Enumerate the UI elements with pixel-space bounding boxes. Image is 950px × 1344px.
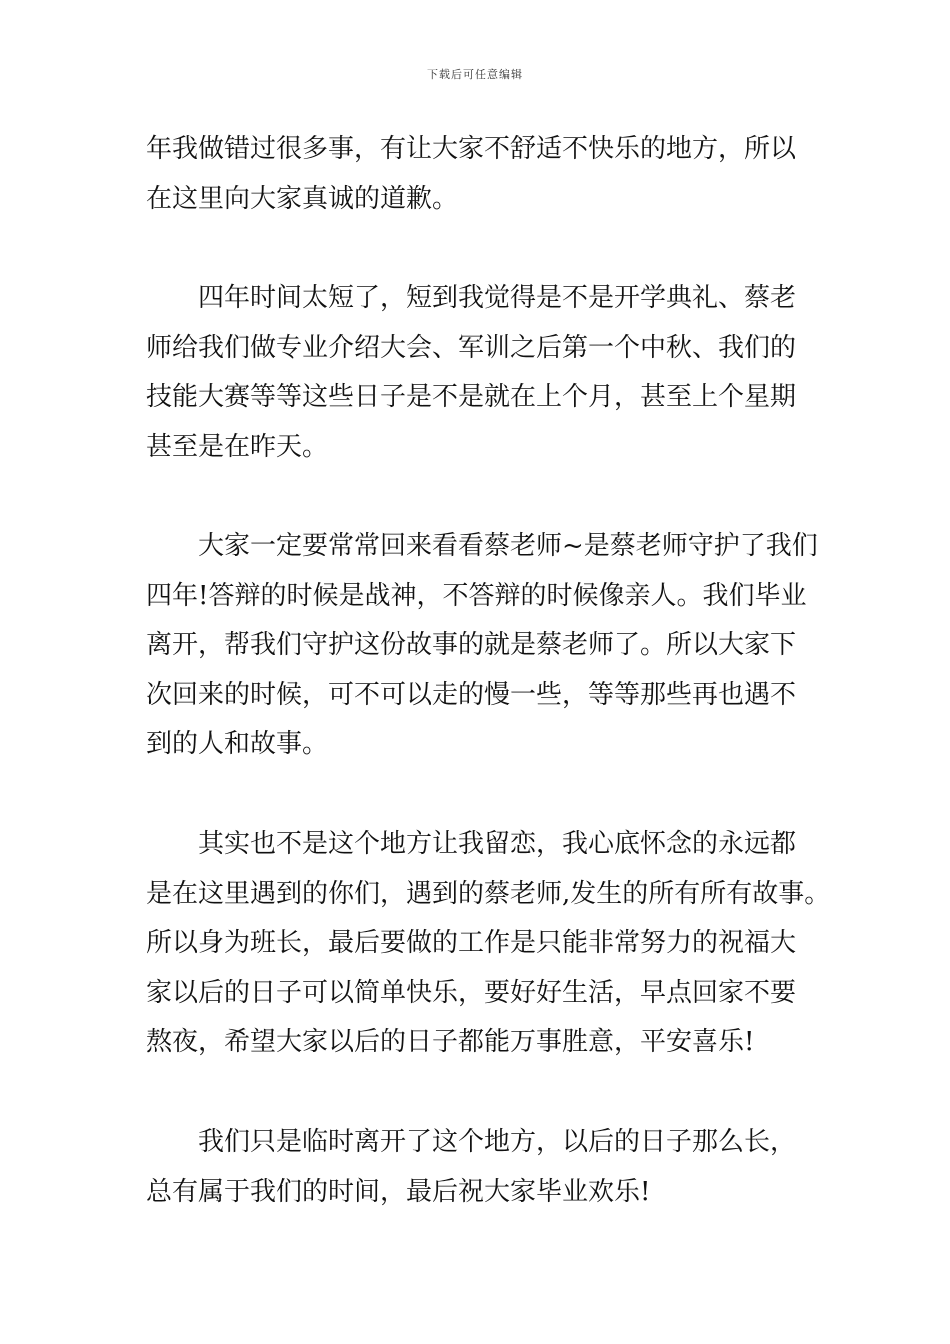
paragraph-line: 四年时间太短了，短到我觉得是不是开学典礼、蔡老 [198,283,797,313]
paragraph-line: 次回来的时候，可不可以走的慢一些，等等那些再也遇不 [146,679,797,710]
paragraph-line: 到的人和故事。 [146,729,329,760]
paragraph-line: 年我做错过很多事，有让大家不舒适不快乐的地方，所以 [146,134,797,164]
paragraph-line: 总有属于我们的时间，最后祝大家毕业欢乐! [146,1176,651,1207]
paragraph-line: 师给我们做专业介绍大会、军训之后第一个中秋、我们的 [146,332,797,363]
paragraph-2 [146,274,811,472]
paragraph-line: 其实也不是这个地方让我留恋，我心底怀念的永远都 [198,829,797,859]
paragraph-line: 技能大赛等等这些日子是不是就在上个月，甚至上个星期 [146,382,797,413]
paragraph-4 [146,820,831,1068]
paragraph-line: 离开，帮我们守护这份故事的就是蔡老师了。所以大家下 [146,630,797,661]
paragraph-line: 我们只是临时离开了这个地方，以后的日子那么长， [198,1127,797,1157]
paragraph-line: 所以身为班长，最后要做的工作是只能非常努力的祝福大 [146,928,797,959]
paragraph-line: 家以后的日子可以简单快乐，要好好生活，早点回家不要 [146,977,797,1008]
paragraph-line: 大家一定要常常回来看看蔡老师~是蔡老师守护了我们 [198,531,818,561]
page-header: 下载后可任意编辑 [427,68,523,81]
paragraph-line: 熬夜，希望大家以后的日子都能万事胜意，平安喜乐! [146,1027,755,1058]
paragraph-line: 是在这里遇到的你们，遇到的蔡老师,发生的所有所有故事。 [146,878,831,909]
paragraph-line: 在这里向大家真诚的道歉。 [146,183,459,214]
paragraph-line: 甚至是在昨天。 [146,431,329,462]
paragraph-1 [146,125,811,224]
paragraph-5 [146,1118,811,1217]
paragraph-line: 四年!答辩的时候是战神，不答辩的时候像亲人。我们毕业 [146,580,807,611]
paragraph-3 [146,522,818,770]
